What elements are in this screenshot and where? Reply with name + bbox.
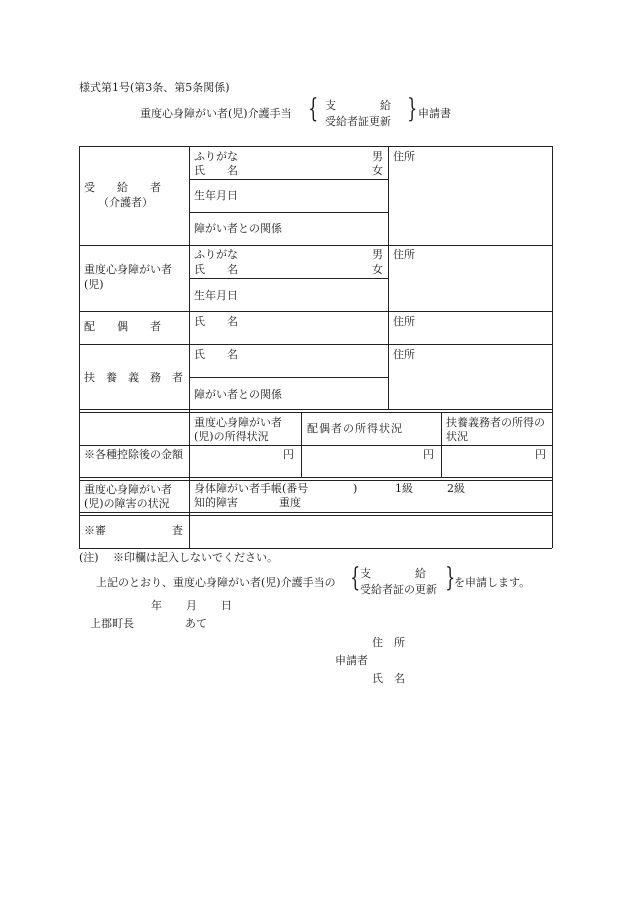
decl-right-brace: }	[445, 563, 456, 593]
spouse-address-label: 住所	[393, 315, 415, 328]
declaration-option-1: 支 給	[360, 567, 426, 580]
disabled-child-label: (児)	[84, 278, 104, 291]
female-option-2: 女	[372, 263, 383, 276]
name-label-2: 氏 名	[194, 263, 238, 276]
supporter-name-label: 氏 名	[194, 348, 238, 361]
address-label-2: 住所	[393, 248, 415, 261]
applicant-label: 申請者	[335, 654, 368, 667]
date-month: 月	[186, 599, 197, 612]
yen-3: 円	[535, 448, 546, 461]
intellectual-disability-label: 知的障害	[194, 496, 238, 509]
form-title: 重度心身障がい者(児)介護手当	[140, 107, 292, 120]
supporter-relation-label: 障がい者との関係	[194, 388, 282, 401]
disability-status-label: 重度心身障がい者(児)の障害の状況	[84, 483, 172, 510]
right-brace: }	[407, 94, 418, 124]
caregiver-label: （介護者）	[98, 196, 153, 209]
relation-label: 障がい者との関係	[194, 222, 282, 235]
supporter-address-label: 住所	[393, 348, 415, 361]
title-option-2: 受給者証更新	[325, 115, 391, 128]
mayor-label: 上郡町長	[90, 617, 134, 630]
note-mark: (注)	[79, 551, 99, 564]
applicant-name-label: 氏 名	[372, 672, 405, 685]
yen-1: 円	[283, 448, 294, 461]
title-option-1: 支 給	[325, 99, 391, 112]
note-text: ※印欄は記入しないでください。	[113, 551, 278, 564]
applicant-address-label: 住 所	[372, 636, 405, 649]
spouse-name-label: 氏 名	[194, 315, 238, 328]
handbook-paren: )	[353, 482, 358, 495]
furigana-label-2: ふりがな	[194, 248, 238, 261]
male-option-2: 男	[372, 248, 383, 261]
review-label: ※審 査	[84, 524, 183, 537]
income-header-spouse: 配偶者の所得状況	[307, 422, 403, 435]
left-brace: {	[308, 94, 319, 124]
male-option: 男	[372, 150, 383, 163]
supporter-label: 扶 養 義 務 者	[84, 371, 183, 384]
declaration-option-2: 受給者証の更新	[360, 583, 437, 596]
female-option: 女	[372, 164, 383, 177]
address-label: 住所	[393, 150, 415, 163]
declaration-text: 上記のとおり、重度心身障がい者(児)介護手当の	[96, 576, 336, 589]
yen-2: 円	[423, 448, 434, 461]
severe-label: 重度	[279, 496, 301, 509]
income-header-disabled: 重度心身障がい者(児)の所得状況	[194, 416, 282, 443]
decl-left-brace: {	[350, 563, 361, 593]
form-reference: 様式第1号(第3条、第5条関係)	[79, 81, 230, 94]
addressee-suffix: あて	[185, 617, 207, 630]
date-day: 日	[221, 599, 232, 612]
birthdate-label: 生年月日	[194, 189, 238, 202]
grade-2: 2級	[447, 482, 465, 495]
birthdate-label-2: 生年月日	[194, 289, 238, 302]
furigana-label: ふりがな	[194, 150, 238, 163]
grade-1: 1級	[395, 482, 413, 495]
recipient-label: 受 給 者	[84, 181, 161, 194]
deduction-label: ※各種控除後の金額	[84, 448, 183, 461]
spouse-label: 配 偶 者	[84, 320, 161, 333]
disabled-person-label: 重度心身障がい者	[84, 263, 172, 276]
name-label: 氏 名	[194, 164, 238, 177]
physical-handbook-label: 身体障がい者手帳(番号	[194, 482, 309, 495]
form-title-suffix: 申請書	[418, 107, 451, 120]
income-header-supporter: 扶養義務者の所得の状況	[446, 416, 545, 443]
date-year: 年	[151, 599, 162, 612]
declaration-suffix: を申請します。	[454, 576, 531, 589]
